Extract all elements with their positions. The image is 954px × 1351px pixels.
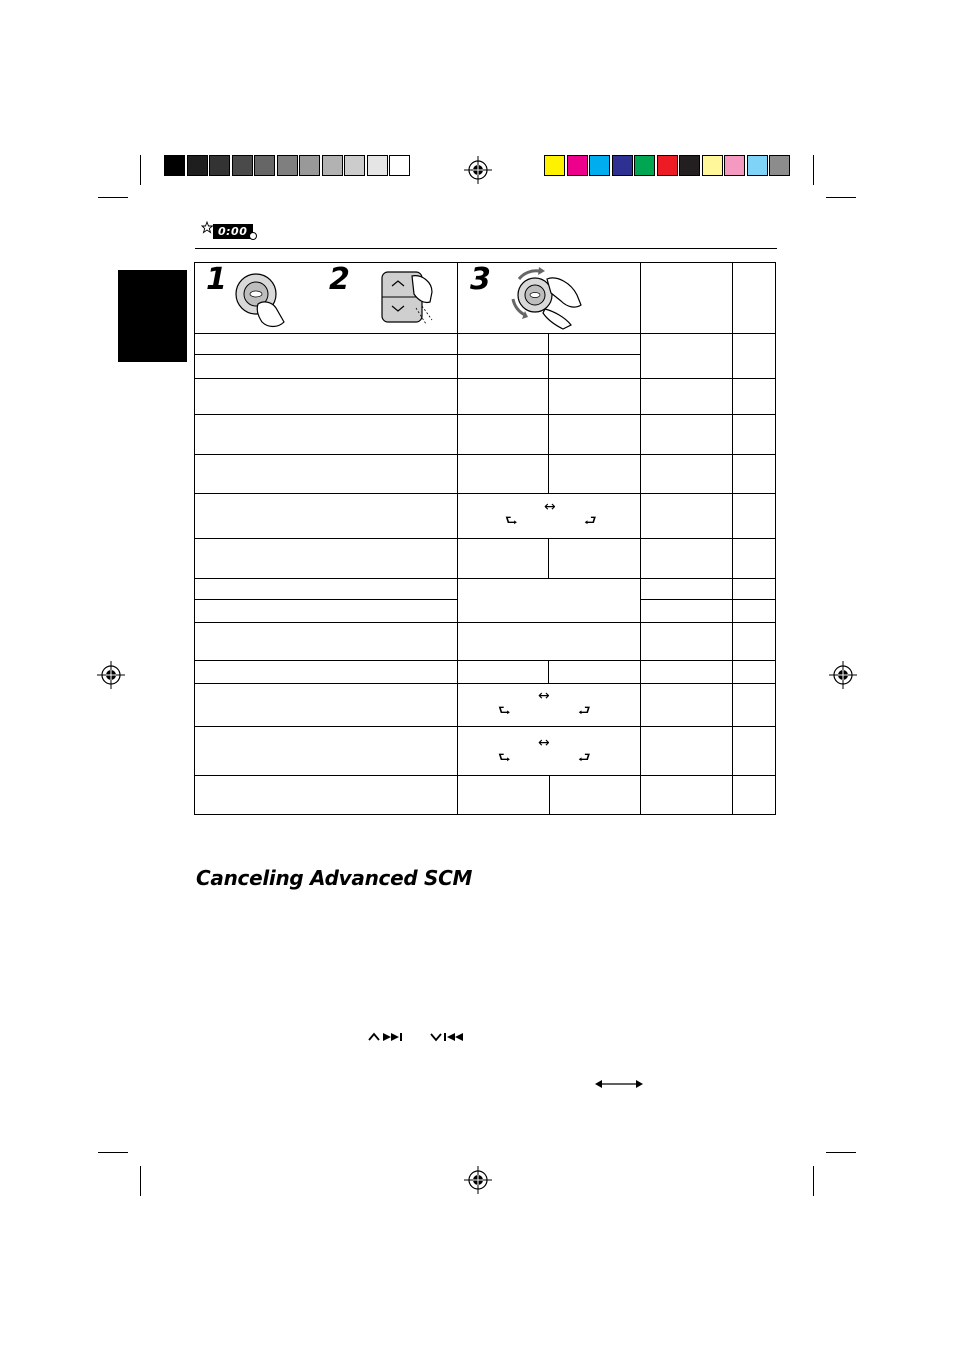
color-swatch [679,155,700,176]
color-swatch [724,155,745,176]
step-3-number: 3 [470,262,491,297]
color-swatch [634,155,655,176]
control-dial-icon [228,270,288,330]
step-2-number: 2 [329,262,350,297]
gray-swatch [164,155,185,176]
gray-swatch [367,155,388,176]
color-swatch [657,155,678,176]
color-swatch [544,155,565,176]
up-down-buttons-icon [378,268,438,328]
registration-mark-icon [464,1166,492,1194]
registration-mark-icon [829,661,857,689]
gray-swatch [389,155,410,176]
two-way-arrow-icon [594,1078,644,1090]
color-swatch [589,155,610,176]
color-swatch [702,155,723,176]
clock-display-icon [200,220,260,242]
header-rule [195,248,777,249]
gray-swatch [322,155,343,176]
registration-mark-icon [464,156,492,184]
rotate-dial-icon [505,265,585,331]
gray-swatch [344,155,365,176]
down-skip-back-icon [430,1030,474,1044]
gray-swatch [209,155,230,176]
gray-swatch [254,155,275,176]
registration-mark-icon [97,661,125,689]
gray-swatch [277,155,298,176]
color-swatch [612,155,633,176]
gray-swatch [187,155,208,176]
color-swatch [567,155,588,176]
language-tab [118,270,187,362]
section-title: Canceling Advanced SCM [196,866,473,890]
gray-swatch [299,155,320,176]
up-skip-forward-icon [368,1030,412,1044]
gray-swatch [232,155,253,176]
step-1-number: 1 [206,262,227,297]
clock-display-text: 0:00 [218,225,248,238]
color-swatch [747,155,768,176]
color-swatch [769,155,790,176]
